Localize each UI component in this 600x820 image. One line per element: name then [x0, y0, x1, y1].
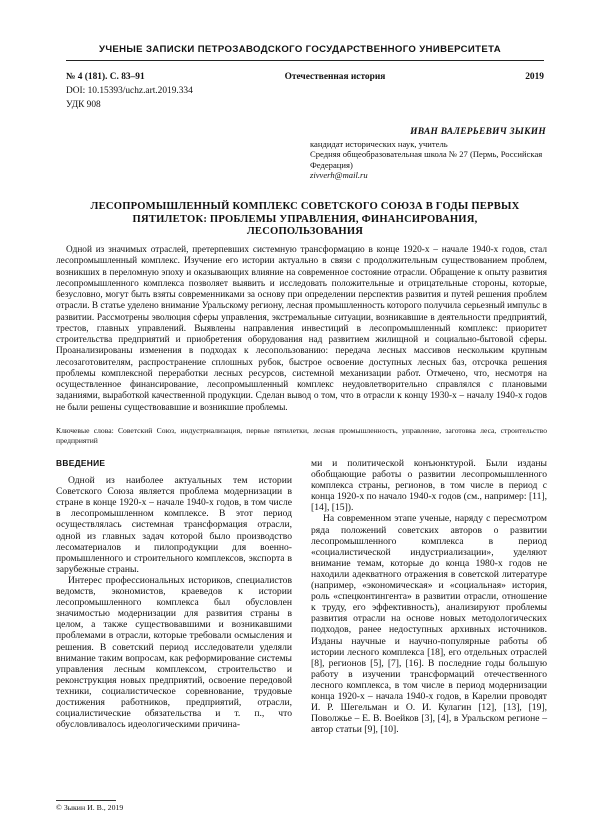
paragraph: ми и политической конъюнктурой. Были изданы обобщающие работы о развитии лесопромышленного комплекса страны, регионов, в том числе в период с конца 1920-х по начало 1940-х годов (см., например: [11], [14], [15]). [311, 458, 547, 514]
abstract: Одной из значимых отраслей, претерпевших системную трансформацию в конце 1920-х – начале 1940-х годов, стал лесопромышленный комплекс. Изучение его истории актуально в связи с продолжительным существованием проблем, возникших в переломную эпоху и оказывающих влияние на современное состояние отрасли. Обращение к опыту развития лесопромышленного комплекса позволяет выявить и исследовать положительные и отрицательные стороны, которые, безусловно, могут быть взяты современниками за основу при определении перспектив развития и путей решения проблем отрасли. В статье уделено внимание Уральскому региону, лесная промышленность которого получила серьезный импульс в развитии. Рассмотрены эволюция сферы управления, экстремальные ситуации, возникавшие в деятельности предприятий, трестов, главных управлений. Выявлены направления инвестиций в лесопромышленный комплекс: приоритет строительства предприятий и приобретения оборудования над развитием жилищной и социально-бытовой сферы. Проанализированы изменения в подходах к лесопользованию: передача лесных массивов нескольким крупным лесозаготовителям, распространение сплошных рубок, быстрое освоение доступных лесных баз, отсрочка решения проблемы комплексной переработки лесных ресурсов, системной механизации работ. Отмечено, что, несмотря на осуществленное финансирование, лесопромышленный комплекс неудовлетворительно справлялся с плановыми заданиями, выработкой качественной продукции. Сделан вывод о том, что в отрасли к концу 1930-х – началу 1940-х годов не были решены существовавшие и возникшие проблемы. [56, 245, 547, 413]
author-affiliation: Средняя общеобразовательная школа № 27 (Пермь, Российская Федерация) [310, 149, 543, 170]
author-name: ИВАН ВАЛЕРЬЕВИЧ ЗЫКИН [410, 127, 546, 137]
issue-number: № 4 (181). С. 83–91 [66, 72, 145, 82]
issue-year: 2019 [525, 72, 544, 82]
paragraph: На современном этапе ученые, наряду с пересмотром ряда положений советских авторов о развитии лесопромышленного комплекса в период «социалистической индустриализации», уделяют внимание темам, которые до конца 1980-х годов не находили адекватного отражения в советской литературе (например, «экономическая» и «социальная» история, роль «спецконтингента» в развитии отрасли, отношение к труду, его эффективность), анализируют проблемы развития отрасли на основе новых методологических подходов, ранее недоступных архивных источников. Изданы научные и научно-популярные работы об истории лесного комплекса [18], его отдельных отраслей [8], регионов [5], [7], [16]. В последние годы большую работу в изучении трансформаций отечественного лесного комплекса, в том числе в период модернизации конца 1920-х – начала 1940-х годов, в Карелии проводят И. Р. Шегельман и О. И. Кулагин [12], [13], [19], Поволжье – Е. В. Воейков [3], [4], в Уральском регионе – автор статьи [9], [10]. [311, 513, 547, 736]
body-column-left [56, 458, 292, 730]
journal-section: Отечественная история [284, 72, 386, 82]
author-degree: кандидат исторических наук, учитель [310, 138, 448, 149]
issue-row [66, 72, 544, 82]
paragraph: Одной из наиболее актуальных тем истории Советского Союза является проблема модернизации в стране в конце 1920-х – начале 1940-х годов, в том числе в лесопромышленном комплексе. В этот период осуществлялась системная трансформация отрасли, одной из главных задач которой было производство лесоматериалов и пилопродукции для военно-промышленного и строительного комплексов, экспорта в зарубежные страны. [56, 475, 292, 575]
author-email: zivverh@mail.ru [310, 170, 368, 181]
section-heading: ВВЕДЕНИЕ [56, 458, 106, 468]
journal-title: УЧЕНЫЕ ЗАПИСКИ ПЕТРОЗАВОДСКОГО ГОСУДАРСТВЕННОГО УНИВЕРСИТЕТА [99, 44, 501, 55]
udk: УДК 908 [66, 100, 101, 110]
doi: DOI: 10.15393/uchz.art.2019.334 [66, 86, 193, 96]
header-rule-top [66, 60, 544, 61]
keywords: Ключевые слова: Советский Союз, индустриализация, первые пятилетки, лесная промышленность, управление, заготовка леса, строительство предприятий [56, 426, 547, 445]
copyright: © Зыкин И. В., 2019 [56, 803, 124, 812]
footnote-rule [56, 800, 116, 801]
article-title: ЛЕСОПРОМЫШЛЕННЫЙ КОМПЛЕКС СОВЕТСКОГО СОЮЗА В ГОДЫ ПЕРВЫХ ПЯТИЛЕТОК: ПРОБЛЕМЫ УПРАВЛЕНИЯ, ФИНАНСИРОВАНИЯ, ЛЕСОПОЛЬЗОВАНИЯ [90, 201, 520, 238]
paragraph: Интерес профессиональных историков, специалистов ведомств, экономистов, краеведов к истории лесопромышленного комплекса был обусловлен значимостью модернизации для развития страны в целом, а также существовавшими и возникавшими проблемами в отрасли, которые требовали осмысления и решения. В советский период исследователи уделяли внимание таким вопросам, как реформирование системы управления лесным комплексом, строительство и реконструкция новых предприятий, освоение передовой техники, социалистическое соревнование, трудовые достижения работников, предприятий, отрасли, социалистические обязательства и т. п., что обусловливалось идеологическими причина- [56, 574, 292, 731]
author-block [310, 127, 546, 181]
body-column-right [311, 458, 547, 735]
